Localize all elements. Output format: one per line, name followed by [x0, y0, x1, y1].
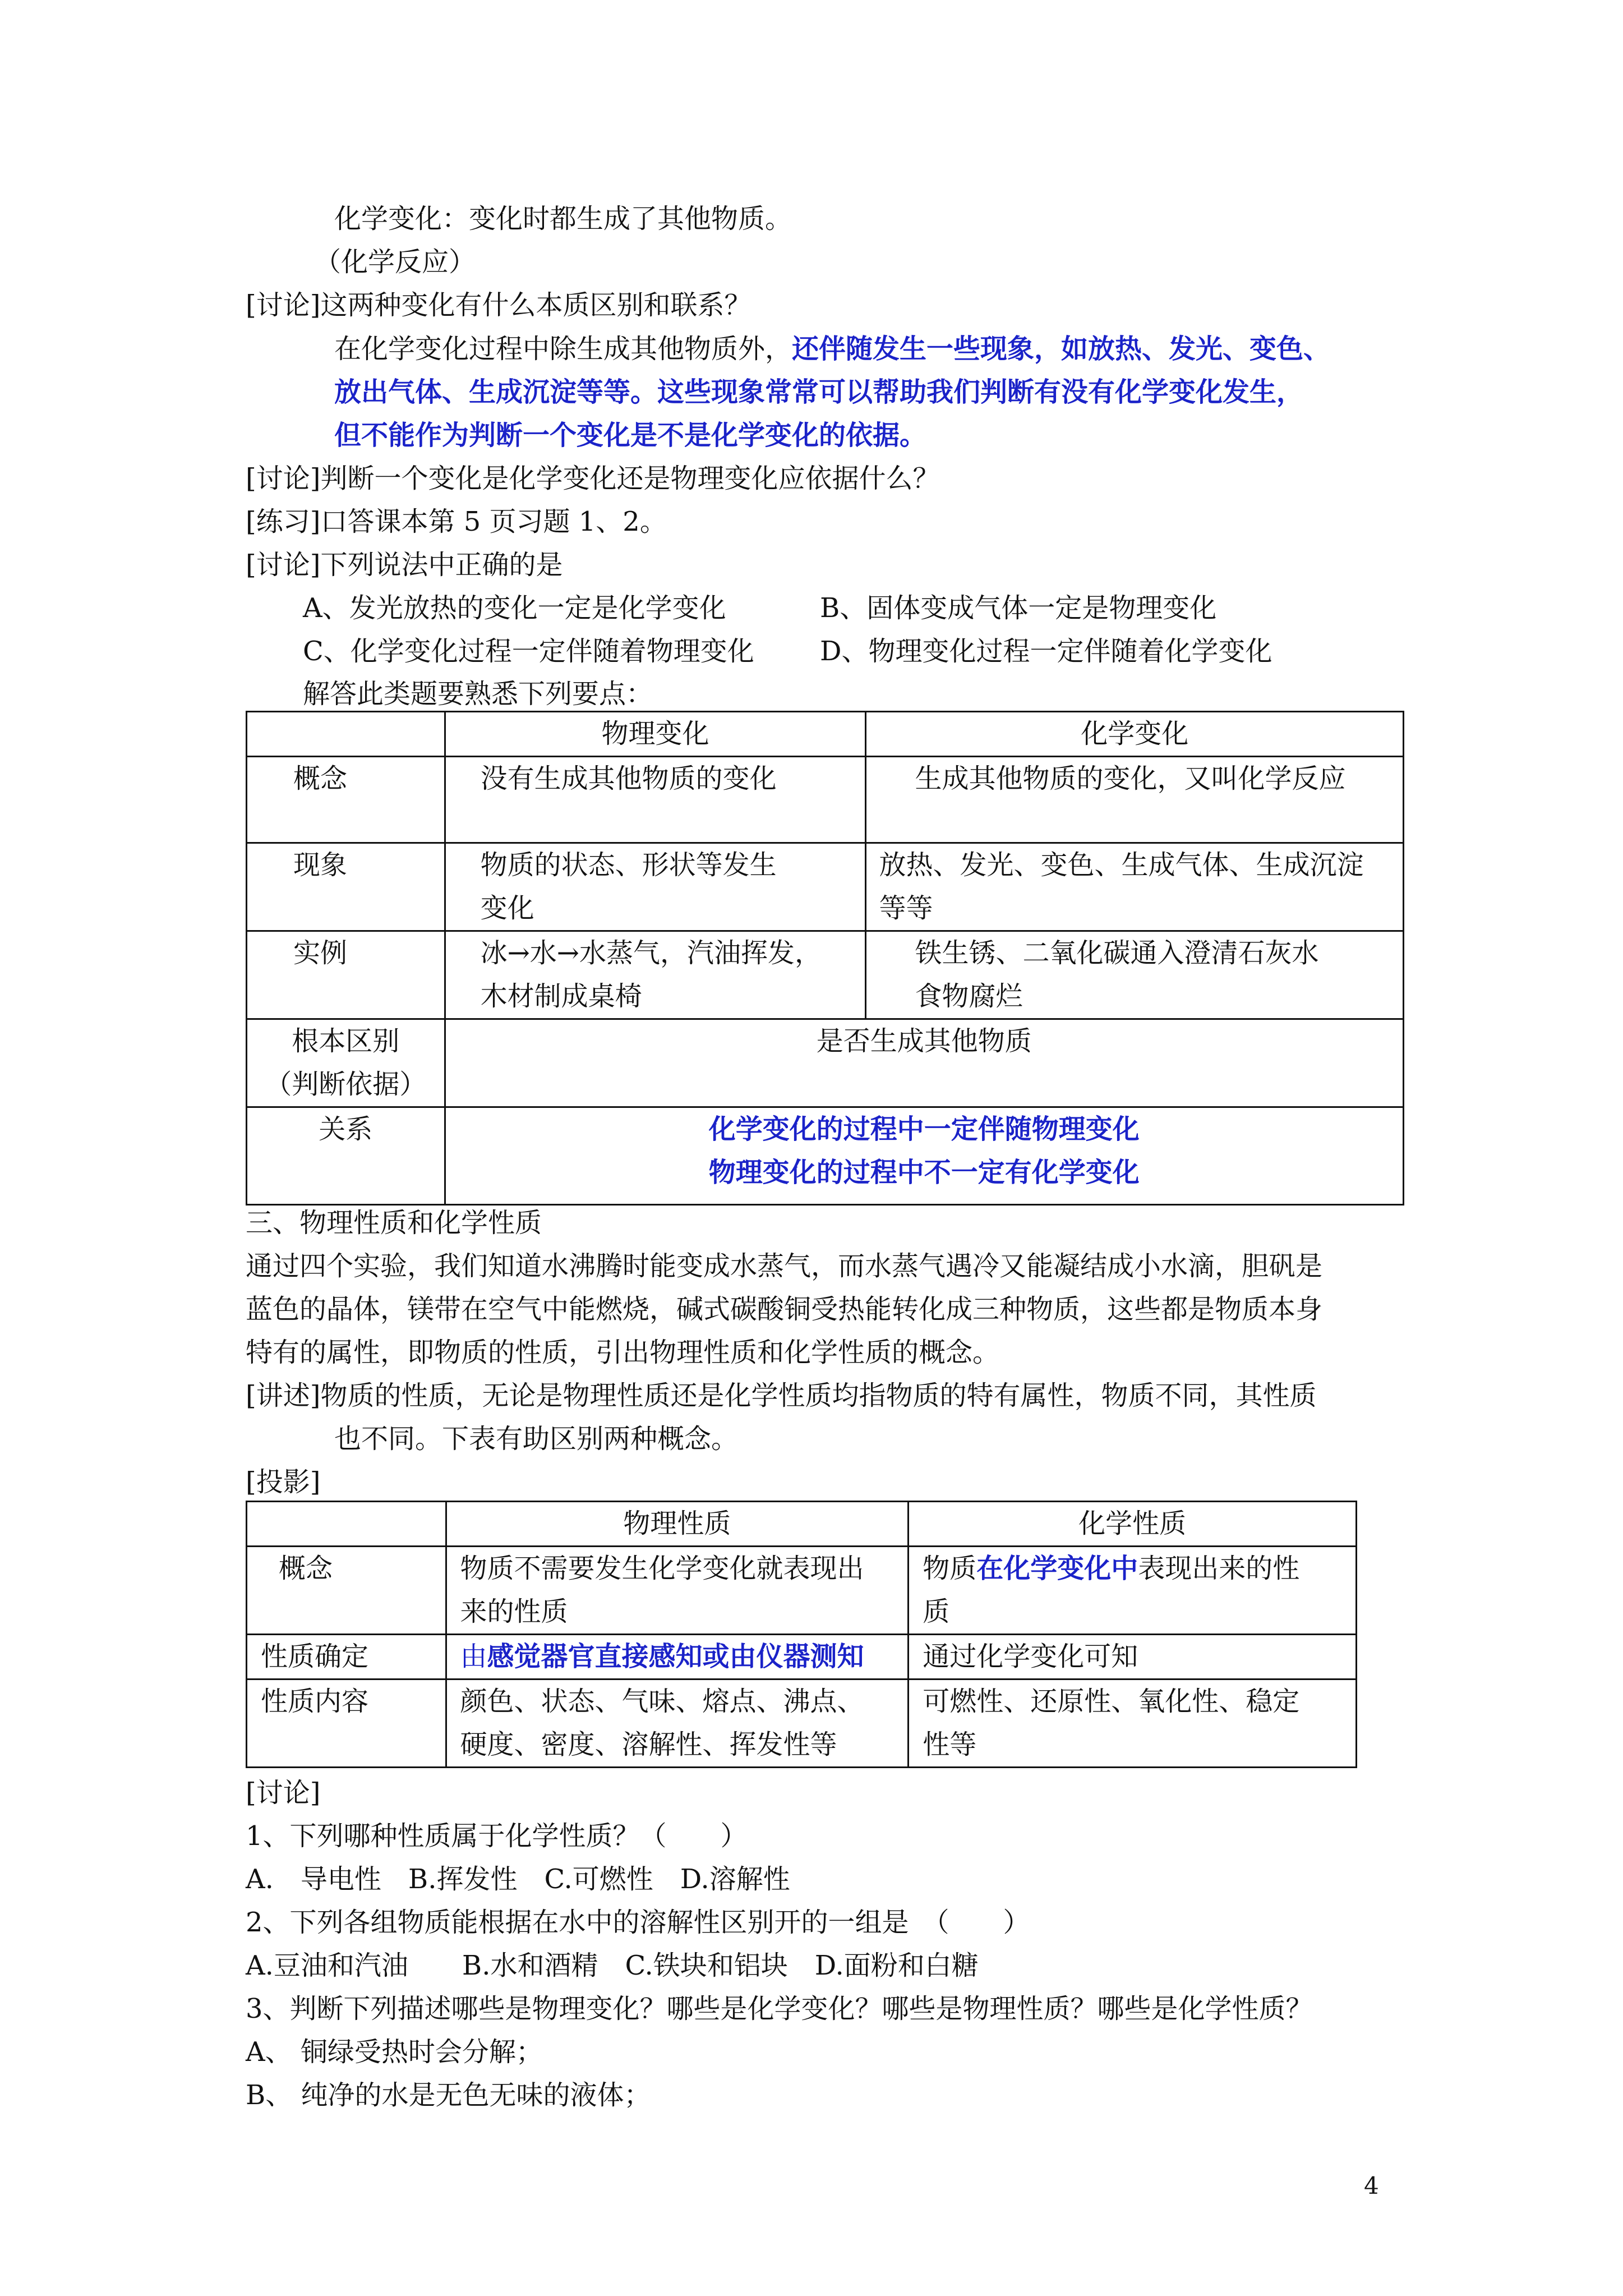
text-line: [投影]	[246, 1466, 321, 1498]
cell-line: 变化	[480, 892, 534, 924]
text-line	[334, 332, 1330, 366]
cell-line	[923, 1547, 1355, 1590]
option-b: B、固体变成气体一定是物理变化	[820, 592, 1217, 624]
text-line: 化学变化：变化时都生成了其他物质。	[334, 203, 792, 234]
table-cell	[446, 1635, 909, 1680]
row-label: 实例	[247, 931, 445, 1019]
cell-line: 根本区别	[292, 1025, 400, 1057]
text-span: 在化学变化过程中除生成其他物质外，	[334, 333, 792, 365]
highlighted-text: 但不能作为判断一个变化是不是化学变化的依据。	[334, 420, 927, 451]
row-label: 概念	[247, 757, 445, 843]
table-cell	[445, 843, 866, 931]
row-label: 性质内容	[247, 1680, 446, 1768]
column-header: 化学性质	[909, 1502, 1357, 1547]
cell-line: 物质的状态、形状等发生	[480, 849, 777, 881]
cell-line: 可燃性、还原性、氧化性、稳定	[923, 1686, 1300, 1717]
cell-line: 物质不需要发生化学变化就表现出	[460, 1553, 864, 1584]
column-header: 物理变化	[445, 712, 866, 757]
cell-line: 铁生锈、二氧化碳通入澄清石灰水	[915, 937, 1319, 969]
column-header: 物理性质	[446, 1502, 909, 1547]
text-line: [练习]口答课本第 5 页习题 1、2。	[246, 506, 667, 537]
text-line: 特有的属性，即物质的性质，引出物理性质和化学性质的概念。	[246, 1337, 1000, 1368]
table-cell	[446, 1680, 909, 1768]
question-3-item-a: A、 铜绿受热时会分解；	[246, 2036, 543, 2068]
cell-line: 颜色、状态、气味、熔点、沸点、	[460, 1686, 864, 1717]
table-cell	[445, 931, 866, 1019]
table-cell	[866, 931, 1404, 1019]
cell-line: 化学变化的过程中一定伴随物理变化	[708, 1114, 1140, 1145]
cell-line: 放热、发光、变色、生成气体、生成沉淀	[879, 849, 1364, 881]
text-line: [讨论]	[246, 1777, 321, 1809]
table-cell	[247, 712, 445, 757]
cell-line: 食物腐烂	[915, 981, 1023, 1012]
table-cell: 没有生成其他物质的变化	[445, 757, 866, 843]
text-span: 由	[460, 1641, 487, 1672]
highlighted-text: 还伴随发生一些现象，如放热、发光、变色、	[792, 333, 1331, 365]
cell-line: 性等	[923, 1729, 977, 1760]
question-3: 3、判断下列描述哪些是物理变化？哪些是化学变化？哪些是物理性质？哪些是化学性质？	[246, 1993, 1313, 2024]
highlighted-text: 感觉器官直接感知或由仪器测知	[487, 1641, 864, 1672]
cell-line: （判断依据）	[265, 1069, 427, 1100]
text-span: 物质	[923, 1553, 977, 1584]
row-label: 现象	[247, 843, 445, 931]
question-2: 2、下列各组物质能根据在水中的溶解性区别开的一组是 （ ）	[246, 1907, 1030, 1938]
table-cell	[909, 1547, 1357, 1635]
row-label	[247, 1019, 445, 1107]
cell-line: 等等	[879, 892, 933, 924]
table-cell: 是否生成其他物质	[445, 1019, 1403, 1107]
row-label: 概念	[247, 1547, 446, 1635]
table-cell	[445, 1107, 1403, 1205]
question-1: 1、下列哪种性质属于化学性质？（ ）	[246, 1820, 748, 1852]
option-a: A、发光放热的变化一定是化学变化	[303, 592, 726, 624]
row-label: 关系	[247, 1107, 445, 1205]
table-cell	[909, 1680, 1357, 1768]
table-cell	[247, 1502, 446, 1547]
option-c: C、化学变化过程一定伴随着物理变化	[303, 636, 754, 667]
cell-line: 质	[923, 1596, 950, 1627]
option-d: D、物理变化过程一定伴随着化学变化	[820, 636, 1272, 667]
text-line: （化学反应）	[314, 246, 476, 278]
changes-comparison-table	[246, 711, 1404, 1205]
highlighted-text: 在化学变化中	[976, 1553, 1138, 1584]
text-line: [讨论]判断一个变化是化学变化还是物理变化应依据什么？	[246, 463, 940, 494]
text-line: 解答此类题要熟悉下列要点：	[303, 678, 653, 710]
cell-line: 冰→水→水蒸气，汽油挥发，	[480, 937, 822, 969]
text-span: 表现出来的性	[1138, 1553, 1300, 1584]
cell-line: 物理变化的过程中不一定有化学变化	[708, 1157, 1140, 1188]
table-cell: 通过化学变化可知	[909, 1635, 1357, 1680]
text-line: 也不同。下表有助区别两种概念。	[334, 1423, 739, 1455]
text-line: 蓝色的晶体，镁带在空气中能燃烧，碱式碳酸铜受热能转化成三种物质，这些都是物质本身	[246, 1294, 1323, 1325]
question-3-item-b: B、 纯净的水是无色无味的液体；	[246, 2079, 651, 2111]
text-line: 通过四个实验，我们知道水沸腾时能变成水蒸气，而水蒸气遇冷又能凝结成小水滴，胆矾是	[246, 1250, 1323, 1282]
properties-comparison-table	[246, 1501, 1357, 1768]
question-1-options: A. 导电性 B.挥发性 C.可燃性 D.溶解性	[246, 1864, 790, 1895]
table-cell	[866, 843, 1404, 931]
row-label: 性质确定	[247, 1635, 446, 1680]
table-cell: 生成其他物质的变化，又叫化学反应	[866, 757, 1404, 843]
text-line: [讨论]下列说法中正确的是	[246, 549, 563, 581]
page-number: 4	[1364, 2172, 1379, 2200]
text-line: [讨论]这两种变化有什么本质区别和联系？	[246, 289, 751, 321]
text-line: [讲述]物质的性质，无论是物理性质还是化学性质均指物质的特有属性，物质不同，其性质	[246, 1380, 1317, 1411]
section-heading: 三、物理性质和化学性质	[246, 1207, 542, 1239]
question-2-options: A.豆油和汽油 B.水和酒精 C.铁块和铝块 D.面粉和白糖	[246, 1950, 979, 1981]
cell-line: 来的性质	[460, 1596, 568, 1627]
cell-line: 木材制成桌椅	[480, 981, 642, 1012]
table-cell	[446, 1547, 909, 1635]
highlighted-text: 放出气体、生成沉淀等等。这些现象常常可以帮助我们判断有没有化学变化发生，	[334, 376, 1304, 408]
column-header: 化学变化	[866, 712, 1404, 757]
cell-line: 硬度、密度、溶解性、挥发性等	[460, 1729, 837, 1760]
